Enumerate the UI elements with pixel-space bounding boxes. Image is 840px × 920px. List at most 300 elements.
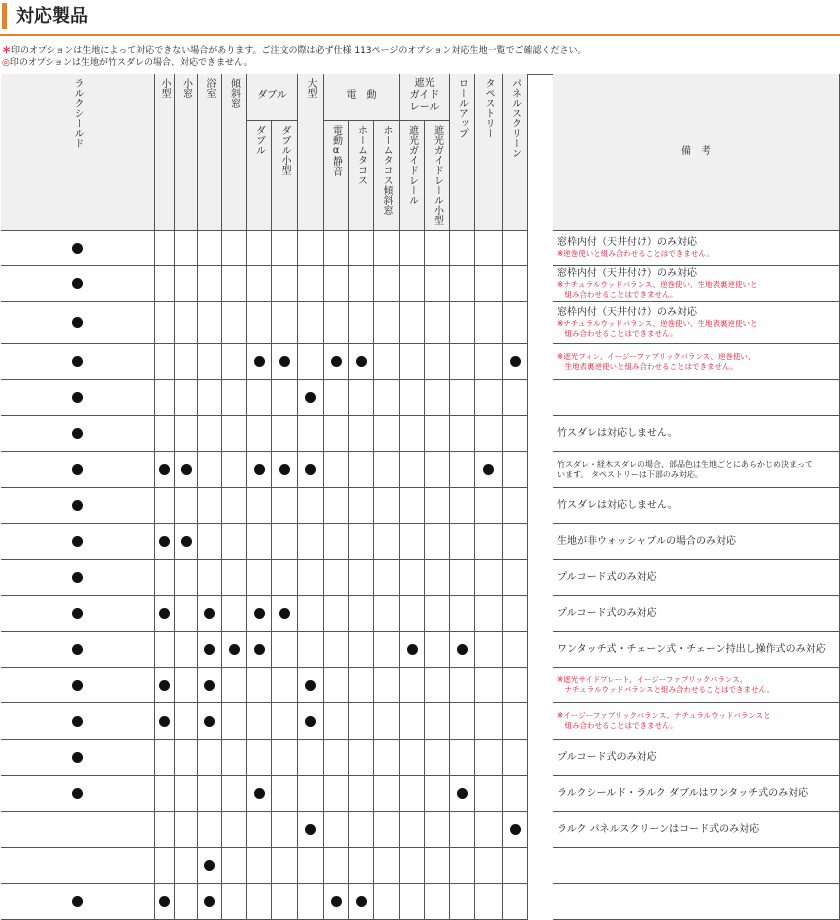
table-cell: [272, 560, 298, 596]
remark-text: プルコード式のみ対応: [557, 751, 657, 763]
table-cell: [450, 884, 475, 920]
table-cell: [374, 380, 400, 416]
table-cell: [1, 416, 155, 452]
table-cell: [503, 302, 528, 344]
table-cell: [349, 344, 374, 380]
compat-dot: [72, 716, 83, 727]
table-cell: [175, 632, 198, 668]
table-cell: [349, 668, 374, 703]
table-cell: [247, 416, 272, 452]
table-cell: [175, 596, 198, 632]
table-cell: [272, 632, 298, 668]
table-cell: [324, 524, 349, 560]
table-cell: [324, 776, 349, 812]
table-cell: [400, 740, 425, 776]
table-cell: [475, 812, 503, 848]
table-cell: [503, 524, 528, 560]
table-cell: [272, 703, 298, 740]
table-cell: [175, 416, 198, 452]
table-cell: [272, 344, 298, 380]
table-cell: [374, 740, 400, 776]
table-cell: [1, 703, 155, 740]
table-cell: [324, 703, 349, 740]
compat-dot: [254, 788, 265, 799]
table-cell: [475, 740, 503, 776]
table-cell: [450, 452, 475, 488]
table-cell: [374, 302, 400, 344]
table-cell: [1, 668, 155, 703]
compat-dot: [305, 392, 316, 403]
table-cell: [222, 848, 247, 884]
table-cell: [425, 231, 450, 266]
remark-note: 竹スダレ・経木スダレの場合、部品色は生地ごとにあらかじめ決まって います。 タペストリーは下部のみ対応。: [557, 459, 813, 479]
title-accent: [2, 3, 7, 29]
table-cell: [324, 488, 349, 524]
table-cell: [400, 344, 425, 380]
compat-dot: [72, 536, 83, 547]
table-cell: [324, 668, 349, 703]
table-cell: [349, 740, 374, 776]
table-cell: [475, 703, 503, 740]
table-cell: [1, 560, 155, 596]
table-cell: [475, 231, 503, 266]
table-cell: [475, 560, 503, 596]
table-cell: [175, 560, 198, 596]
compat-dot: [72, 392, 83, 403]
table-cell: [374, 231, 400, 266]
table-cell: [175, 380, 198, 416]
table-cell: [1, 884, 155, 920]
table-cell: [374, 632, 400, 668]
table-cell: [503, 344, 528, 380]
table-cell: [222, 560, 247, 596]
table-cell: [247, 632, 272, 668]
table-cell: [272, 884, 298, 920]
table-cell: [175, 344, 198, 380]
table-cell: [222, 231, 247, 266]
table-cell: [1, 524, 155, 560]
table-cell: [247, 231, 272, 266]
table-cell: [1, 452, 155, 488]
remark-warning: ※遮光サイドプレート、イージーファブリックバランス、 ナチュラルウッドバランスと組み合わせることはできません。: [557, 675, 774, 694]
remark-cell: [553, 416, 840, 452]
compat-dot: [254, 644, 265, 655]
table-cell: [503, 266, 528, 302]
group-header-shakou-guide: [400, 74, 450, 121]
table-cell: [175, 740, 198, 776]
compat-dot: [72, 680, 83, 691]
remark-text: 生地が非ウォッシャブルの場合のみ対応: [557, 535, 736, 547]
table-cell: [450, 524, 475, 560]
table-cell: [222, 812, 247, 848]
table-cell: [450, 668, 475, 703]
table-cell: [272, 266, 298, 302]
table-cell: [247, 668, 272, 703]
column-header-label: タペストリー: [483, 78, 494, 138]
table-cell: [175, 302, 198, 344]
table-cell: [198, 452, 222, 488]
table-cell: [198, 632, 222, 668]
table-cell: [222, 740, 247, 776]
table-cell: [475, 848, 503, 884]
table-cell: [450, 231, 475, 266]
table-cell: [450, 266, 475, 302]
compat-dot: [204, 608, 215, 619]
group-header-label: 遮光 ガイド レール: [409, 78, 440, 113]
table-cell: [155, 812, 175, 848]
table-cell: [222, 344, 247, 380]
table-cell: [175, 884, 198, 920]
table-cell: [450, 344, 475, 380]
table-cell: [272, 668, 298, 703]
table-cell: [324, 884, 349, 920]
remark-cell: [553, 884, 840, 920]
table-cell: [298, 884, 324, 920]
table-cell: [247, 524, 272, 560]
table-cell: [155, 266, 175, 302]
table-cell: [175, 776, 198, 812]
table-cell: [450, 596, 475, 632]
table-cell: [475, 344, 503, 380]
table-cell: [175, 488, 198, 524]
table-cell: [1, 302, 155, 344]
column-header-16: [503, 74, 528, 231]
table-cell: [247, 380, 272, 416]
table-cell: [298, 488, 324, 524]
table-cell: [222, 266, 247, 302]
compat-dot: [279, 356, 290, 367]
table-cell: [503, 488, 528, 524]
table-cell: [198, 560, 222, 596]
compat-dot: [483, 464, 494, 475]
table-cell: [503, 416, 528, 452]
note-mark-2: ◎: [2, 58, 10, 68]
table-cell: [155, 668, 175, 703]
compat-dot: [72, 464, 83, 475]
table-cell: [155, 488, 175, 524]
table-cell: [503, 668, 528, 703]
compat-dot: [159, 896, 170, 907]
table-cell: [450, 848, 475, 884]
table-cell: [247, 488, 272, 524]
note-text-1: 印のオプションは生地によって対応できない場合があります。ご注文の際は必ず仕様 113ページのオプション対応生地一覧でご確認ください。: [11, 46, 587, 56]
table-cell: [1, 740, 155, 776]
compat-dot: [159, 536, 170, 547]
table-cell: [400, 560, 425, 596]
table-cell: [324, 380, 349, 416]
group-header-dentou: [324, 74, 400, 121]
column-header-9: [324, 121, 349, 231]
column-header-11: [374, 121, 400, 231]
table-cell: [425, 344, 450, 380]
table-cell: [374, 776, 400, 812]
table-cell: [400, 266, 425, 302]
table-cell: [198, 668, 222, 703]
table-cell: [349, 776, 374, 812]
table-cell: [298, 452, 324, 488]
table-cell: [475, 416, 503, 452]
remark-warning: ※ナチュラルウッドバランス、逆巻使い、生地表裏逆使いと 組み合わせることはできません。: [557, 318, 758, 338]
table-cell: [503, 884, 528, 920]
table-cell: [450, 740, 475, 776]
table-cell: [198, 416, 222, 452]
table-cell: [155, 524, 175, 560]
compat-dot: [279, 464, 290, 475]
remark-cell: [553, 488, 840, 524]
table-cell: [175, 848, 198, 884]
table-cell: [272, 302, 298, 344]
table-cell: [247, 266, 272, 302]
table-cell: [349, 302, 374, 344]
table-cell: [298, 812, 324, 848]
table-cell: [1, 380, 155, 416]
remark-warning: ※イージーファブリックバランス、ナチュラルウッドバランスと 組み合わせることはできません。: [557, 711, 771, 730]
compat-dot: [72, 278, 83, 289]
table-cell: [425, 812, 450, 848]
group-header-label: 電 動: [346, 90, 377, 101]
note-1: [2, 45, 587, 57]
table-cell: [222, 488, 247, 524]
table-cell: [425, 266, 450, 302]
column-header-1: [1, 74, 155, 231]
compat-dot: [331, 896, 342, 907]
table-cell: [298, 524, 324, 560]
remark-warning: ※逆巻使いと組み合わせることはできません。: [557, 249, 714, 258]
table-cell: [198, 488, 222, 524]
table-cell: [247, 703, 272, 740]
table-cell: [155, 884, 175, 920]
table-cell: [247, 740, 272, 776]
remark-cell: [553, 560, 840, 596]
table-cell: [198, 884, 222, 920]
table-cell: [298, 416, 324, 452]
table-cell: [503, 703, 528, 740]
table-cell: [155, 380, 175, 416]
table-cell: [425, 668, 450, 703]
table-cell: [425, 380, 450, 416]
table-cell: [475, 596, 503, 632]
table-cell: [222, 524, 247, 560]
compat-dot: [72, 896, 83, 907]
compat-dot: [204, 860, 215, 871]
table-cell: [400, 302, 425, 344]
table-cell: [425, 740, 450, 776]
table-cell: [155, 231, 175, 266]
remark-cell: [553, 452, 840, 488]
table-cell: [324, 812, 349, 848]
table-cell: [324, 848, 349, 884]
table-cell: [349, 632, 374, 668]
table-cell: [1, 231, 155, 266]
table-cell: [198, 231, 222, 266]
table-cell: [155, 632, 175, 668]
column-header-7: [272, 121, 298, 231]
remark-cell: [553, 848, 840, 884]
table-cell: [349, 266, 374, 302]
table-cell: [475, 632, 503, 668]
table-cell: [298, 848, 324, 884]
table-cell: [298, 266, 324, 302]
table-cell: [222, 302, 247, 344]
table-cell: [1, 632, 155, 668]
table-cell: [198, 596, 222, 632]
compat-dot: [254, 464, 265, 475]
remark-cell: [553, 776, 840, 812]
table-cell: [349, 812, 374, 848]
column-header-label: ロールアップ: [456, 78, 468, 138]
remark-text: プルコード式のみ対応: [557, 571, 657, 583]
table-cell: [272, 524, 298, 560]
compat-dot: [159, 464, 170, 475]
table-cell: [175, 231, 198, 266]
column-header-3: [175, 74, 198, 231]
table-cell: [475, 452, 503, 488]
table-cell: [349, 524, 374, 560]
table-cell: [400, 668, 425, 703]
remark-text: ワンタッチ式・チェーン式・チェーン持出し操作式のみ対応: [557, 643, 826, 655]
table-cell: [400, 524, 425, 560]
remark-cell: [553, 266, 840, 302]
column-header-15: [475, 74, 503, 231]
remarks-header-label: 備 考: [681, 146, 711, 157]
table-cell: [155, 703, 175, 740]
table-cell: [425, 703, 450, 740]
compat-dot: [159, 680, 170, 691]
column-header-label: ホームタコス: [355, 125, 367, 185]
table-cell: [374, 524, 400, 560]
table-cell: [324, 740, 349, 776]
remark-text: 竹スダレは対応しません。: [557, 499, 678, 511]
remark-cell: [553, 632, 840, 668]
table-cell: [272, 380, 298, 416]
table-cell: [1, 266, 155, 302]
table-cell: [1, 596, 155, 632]
table-cell: [198, 266, 222, 302]
table-cell: [272, 848, 298, 884]
group-header-label: ダブル: [257, 90, 287, 101]
compat-dot: [72, 500, 83, 511]
table-cell: [425, 416, 450, 452]
table-cell: [324, 452, 349, 488]
table-cell: [450, 812, 475, 848]
compat-dot: [407, 644, 418, 655]
page-title: 対応製品: [16, 6, 88, 27]
table-cell: [198, 848, 222, 884]
note-2: [2, 57, 587, 69]
table-cell: [272, 416, 298, 452]
column-header-label: 小窓: [180, 78, 192, 98]
column-header-label: ホームタコス傾斜窓: [381, 125, 392, 215]
table-cell: [247, 776, 272, 812]
table-cell: [400, 812, 425, 848]
table-cell: [374, 452, 400, 488]
table-cell: [349, 416, 374, 452]
table-cell: [272, 776, 298, 812]
remark-text: 窓枠内付（天井付け）のみ対応: [557, 237, 697, 248]
table-cell: [1, 344, 155, 380]
table-cell: [298, 776, 324, 812]
table-cell: [349, 488, 374, 524]
table-cell: [503, 632, 528, 668]
table-cell: [175, 452, 198, 488]
compat-dot: [305, 824, 316, 835]
table-cell: [400, 848, 425, 884]
compat-dot: [72, 644, 83, 655]
table-cell: [324, 560, 349, 596]
table-cell: [450, 416, 475, 452]
column-header-label: 大型: [305, 78, 316, 98]
table-cell: [374, 560, 400, 596]
notes: [2, 45, 587, 69]
compat-dot: [457, 788, 468, 799]
compat-dot: [159, 716, 170, 727]
compat-dot: [510, 824, 521, 835]
table-cell: [450, 776, 475, 812]
table-cell: [450, 302, 475, 344]
remark-cell: [553, 344, 840, 380]
table-cell: [400, 596, 425, 632]
table-cell: [175, 812, 198, 848]
table-cell: [1, 812, 155, 848]
table-cell: [155, 560, 175, 596]
note-text-2: 印のオプションは生地が竹スダレの場合、対応できません。: [9, 58, 253, 68]
table-cell: [425, 452, 450, 488]
table-cell: [155, 776, 175, 812]
table-cell: [222, 884, 247, 920]
table-cell: [198, 302, 222, 344]
compat-dot: [72, 317, 83, 328]
table-cell: [155, 596, 175, 632]
table-cell: [503, 231, 528, 266]
table-cell: [324, 416, 349, 452]
table-cell: [503, 560, 528, 596]
remark-text: 窓枠内付（天井付け）のみ対応: [557, 267, 697, 279]
table-cell: [374, 884, 400, 920]
title-bar: [0, 0, 840, 36]
table-cell: [247, 560, 272, 596]
table-cell: [450, 560, 475, 596]
table-cell: [1, 488, 155, 524]
table-cell: [450, 632, 475, 668]
column-header-4: [198, 74, 222, 231]
compat-dot: [204, 716, 215, 727]
table-cell: [503, 452, 528, 488]
table-cell: [475, 488, 503, 524]
compat-dot: [72, 608, 83, 619]
column-header-label: ダブル: [253, 125, 265, 155]
compat-dot: [204, 896, 215, 907]
table-cell: [1, 848, 155, 884]
column-header-label: 遮光ガイドレール: [406, 125, 418, 205]
compat-dot: [356, 896, 367, 907]
table-cell: [374, 344, 400, 380]
table-cell: [155, 302, 175, 344]
table-cell: [450, 488, 475, 524]
table-cell: [272, 452, 298, 488]
table-cell: [1, 776, 155, 812]
compat-dot: [229, 644, 240, 655]
compat-dot: [305, 716, 316, 727]
remark-cell: [553, 812, 840, 848]
table-cell: [272, 596, 298, 632]
table-cell: [324, 344, 349, 380]
remark-warning: ※ナチュラルウッドバランス、逆巻使い、生地表裏逆使いと 組み合わせることはできません。: [557, 279, 758, 299]
column-header-14: [450, 74, 475, 231]
remark-cell: [553, 703, 840, 740]
table-cell: [298, 560, 324, 596]
remark-text: ラルク パネルスクリーンはコード式のみ対応: [557, 823, 760, 835]
remarks-header: [553, 74, 840, 231]
